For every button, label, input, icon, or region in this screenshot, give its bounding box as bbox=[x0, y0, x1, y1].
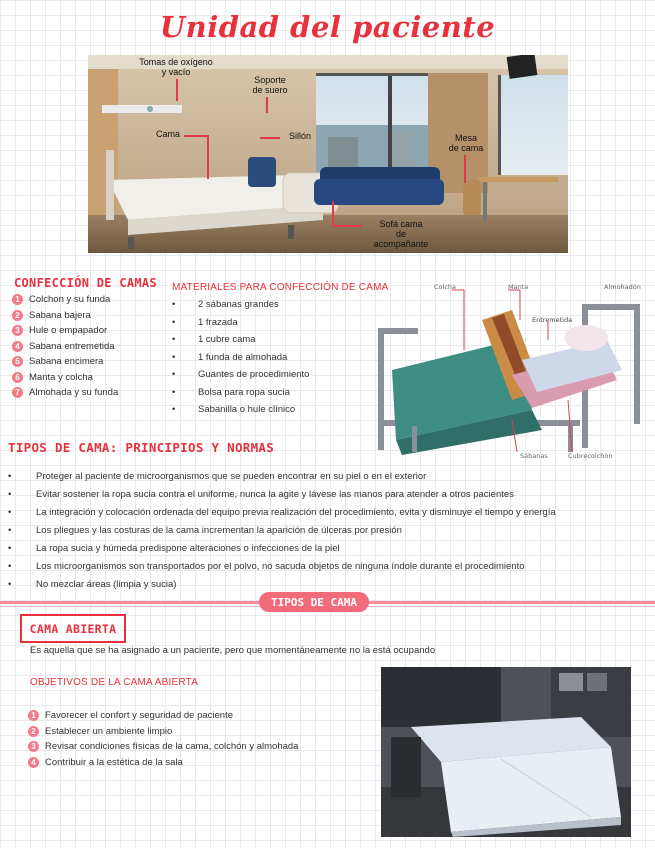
number-badge: 1 bbox=[28, 710, 39, 721]
arrow-armchair bbox=[260, 137, 280, 139]
list-item-text: Establecer un ambiente limpio bbox=[45, 725, 173, 737]
list-item bbox=[28, 708, 368, 724]
label-cubrecolchon: Cubrecolchón bbox=[568, 452, 613, 460]
label-colcha: Colcha bbox=[434, 283, 456, 291]
label-companion-sofa: Sofá cama de acompañante bbox=[373, 219, 429, 249]
materiales-heading: MATERIALES PARA CONFECCIÓN DE CAMA bbox=[172, 282, 389, 293]
list-item: • Los microorganismos son transportados por el polvo, no sacuda objetos de ninguna índole durante el procedimiento bbox=[8, 558, 648, 576]
hospital-room-photo bbox=[88, 55, 568, 253]
label-bed-table: Mesa de cama bbox=[448, 133, 484, 153]
confeccion-heading: CONFECCIÓN DE CAMAS bbox=[14, 276, 157, 290]
label-bed: Cama bbox=[155, 129, 180, 139]
bed-diagram bbox=[372, 280, 644, 462]
cama-abierta-heading: CAMA ABIERTA bbox=[29, 621, 117, 636]
arrow-sofa-v bbox=[332, 201, 334, 227]
list-item: • Guantes de procedimiento bbox=[172, 366, 372, 384]
arrow-oxygen bbox=[176, 79, 178, 101]
number-badge: 3 bbox=[28, 741, 39, 752]
principios-heading: TIPOS DE CAMA: PRINCIPIOS Y NORMAS bbox=[8, 440, 275, 455]
list-item: • 2 sábanas grandes bbox=[172, 296, 372, 314]
number-badge: 3 bbox=[12, 325, 23, 336]
open-bed-illustration bbox=[381, 667, 631, 837]
page-title: Unidad del paciente bbox=[159, 10, 496, 44]
list-item: • 1 cubre cama bbox=[172, 331, 372, 349]
label-almohadon: Almohadón bbox=[604, 283, 641, 291]
number-badge: 5 bbox=[12, 356, 23, 367]
list-item bbox=[12, 308, 177, 324]
arrow-sofa-h bbox=[332, 225, 362, 227]
list-item bbox=[12, 385, 177, 401]
list-item bbox=[12, 292, 177, 308]
open-bed-photo bbox=[381, 667, 631, 837]
label-armchair: Sillón bbox=[288, 131, 311, 141]
list-item: • No mezclar áreas (limpia y sucia) bbox=[8, 576, 648, 594]
list-item: • 1 frazada bbox=[172, 314, 372, 332]
materiales-list bbox=[172, 296, 372, 419]
list-item-text: Sabana bajera bbox=[29, 309, 91, 321]
list-item-text: Revisar condiciones físicas de la cama, colchón y almohada bbox=[45, 741, 299, 753]
list-item-text: Favorecer el confort y seguridad de paciente bbox=[45, 710, 233, 722]
principios-list bbox=[8, 468, 648, 594]
hospital-room-illustration bbox=[88, 55, 568, 253]
number-badge: 2 bbox=[28, 726, 39, 737]
list-item-text: Contribuir a la estética de la sala bbox=[45, 756, 183, 768]
list-item bbox=[12, 339, 177, 355]
list-item-text: Colchon y su funda bbox=[29, 294, 111, 306]
arrow-bed-h bbox=[184, 135, 208, 137]
objetivos-heading: OBJETIVOS DE LA CAMA ABIERTA bbox=[30, 677, 199, 688]
list-item: • Bolsa para ropa sucia bbox=[172, 384, 372, 402]
number-badge: 1 bbox=[12, 294, 23, 305]
list-item bbox=[12, 370, 177, 386]
objetivos-list bbox=[28, 708, 368, 770]
list-item bbox=[12, 323, 177, 339]
number-badge: 4 bbox=[12, 341, 23, 352]
number-badge: 7 bbox=[12, 387, 23, 398]
tipos-de-cama-pill: TIPOS DE CAMA bbox=[259, 592, 369, 612]
arrow-bed-v bbox=[207, 135, 209, 179]
label-entremetida: Entremetida bbox=[532, 316, 573, 324]
list-item: • Evitar sostener la ropa sucia contra el uniforme, nunca la agite y lávese las manos para atender a otros pacientes bbox=[8, 486, 648, 504]
cama-abierta-box bbox=[20, 614, 126, 643]
label-sabanas: Sábanas bbox=[520, 452, 548, 460]
list-item: • La ropa sucia y húmeda predispone alteraciones o infecciones de la piel bbox=[8, 540, 648, 558]
arrow-iv-stand bbox=[266, 97, 268, 113]
list-item bbox=[28, 739, 368, 755]
number-badge: 4 bbox=[28, 757, 39, 768]
list-item bbox=[28, 724, 368, 740]
bed-layers-illustration bbox=[372, 280, 644, 462]
list-item: • 1 funda de almohada bbox=[172, 349, 372, 367]
list-item: • Los pliegues y las costuras de la cama incrementan la aparición de úlceras por presión bbox=[8, 522, 648, 540]
label-iv-stand: Soporte de suero bbox=[252, 75, 288, 95]
number-badge: 6 bbox=[12, 372, 23, 383]
label-manta: Manta bbox=[508, 283, 529, 291]
list-item bbox=[12, 354, 177, 370]
list-item-text: Sabana encimera bbox=[29, 356, 104, 368]
list-item-text: Sabana entremetida bbox=[29, 340, 115, 352]
label-oxygen-outlets: Tomas de oxígeno y vacío bbox=[139, 57, 213, 77]
list-item: • Sabanilla o hule clínico bbox=[172, 401, 372, 419]
confeccion-list bbox=[12, 292, 177, 401]
list-item-text: Manta y colcha bbox=[29, 371, 93, 383]
arrow-bed-table bbox=[464, 155, 466, 183]
number-badge: 2 bbox=[12, 310, 23, 321]
list-item: • La integración y colocación ordenada del equipo previa realización del procedimiento, evita y disminuye el tiempo y energía bbox=[8, 504, 648, 522]
list-item-text: Hule o empapador bbox=[29, 325, 108, 337]
list-item-text: Almohada y su funda bbox=[29, 387, 119, 399]
list-item bbox=[28, 755, 368, 771]
cama-abierta-description: Es aquella que se ha asignado a un paciente, pero que momentáneamente no la está ocupando bbox=[30, 645, 436, 656]
list-item: • Proteger al paciente de microorganismos que se pueden encontrar en su piel o en el exterior bbox=[8, 468, 648, 486]
